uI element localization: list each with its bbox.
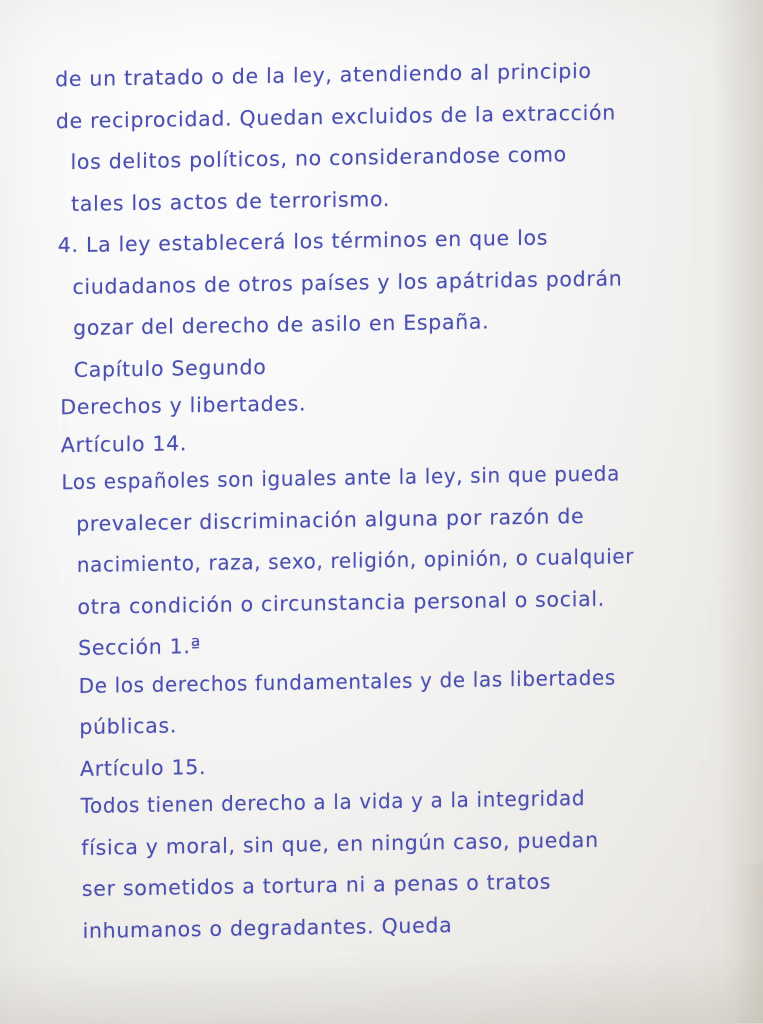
handwritten-heading-line [60, 349, 720, 380]
handwritten-body-line [68, 910, 728, 941]
line-text: nacimiento, raza, sexo, religión, opinión, o cualquier [76, 544, 635, 577]
handwritten-body-line [58, 225, 718, 256]
handwritten-body-line [63, 586, 723, 617]
line-text: inhumanos o degradantes. Queda [82, 912, 453, 943]
handwritten-text-block [55, 59, 729, 962]
line-text: física y moral, sin que, en ningún caso, puedan [81, 827, 599, 860]
line-text: Artículo 14. [60, 430, 188, 457]
line-text: prevalecer discriminación alguna por razón de [76, 503, 585, 536]
line-text: Capítulo Segundo [73, 354, 267, 382]
line-text: Derechos y libertades. [60, 391, 307, 420]
handwritten-body-line [59, 308, 719, 339]
line-text: Todos tienen derecho a la vida y a la integridad [80, 785, 586, 818]
handwritten-heading-line [60, 387, 720, 418]
handwritten-body-line [58, 266, 718, 297]
handwritten-body-line [62, 503, 722, 534]
line-text: de reciprocidad. Quedan excluidos de la extracción [55, 99, 616, 133]
line-text: ciudadanos de otros países y los apátridas podrán [72, 265, 623, 299]
line-text: otra condición o circunstancia personal o social. [77, 586, 606, 619]
handwritten-body-line [56, 142, 716, 173]
handwritten-body-line [66, 786, 726, 817]
line-text: ser sometidos a tortura ni a penas o tratos [81, 869, 552, 901]
handwritten-body-line [57, 183, 717, 214]
line-text: 4. La ley establecerá los términos en que los [57, 225, 549, 258]
line-text: los delitos políticos, no considerandose como [70, 142, 567, 175]
line-text: Los españoles son iguales ante la ley, sin que pueda [61, 461, 620, 495]
line-text: De los derechos fundamentales y de las libertades [78, 665, 616, 698]
handwritten-body-line [56, 100, 716, 131]
handwritten-heading-line [66, 748, 726, 779]
handwritten-body-line [68, 869, 728, 900]
handwritten-body-line [63, 545, 723, 576]
paper-corner-shadow [734, 863, 763, 1024]
line-text: Artículo 15. [79, 754, 207, 781]
handwritten-body-line [65, 665, 725, 696]
line-text: de un tratado o de la ley, atendiendo al principio [55, 58, 592, 92]
handwritten-body-line [61, 462, 721, 493]
line-text: Sección 1.ª [78, 634, 201, 660]
handwritten-heading-line [61, 424, 721, 455]
handwritten-heading-line [64, 628, 724, 659]
handwritten-body-line [67, 827, 727, 858]
line-text: públicas. [79, 713, 178, 739]
line-text: gozar del derecho de asilo en España. [73, 309, 490, 340]
handwritten-body-line [65, 707, 725, 738]
line-text: tales los actos de terrorismo. [71, 186, 391, 216]
